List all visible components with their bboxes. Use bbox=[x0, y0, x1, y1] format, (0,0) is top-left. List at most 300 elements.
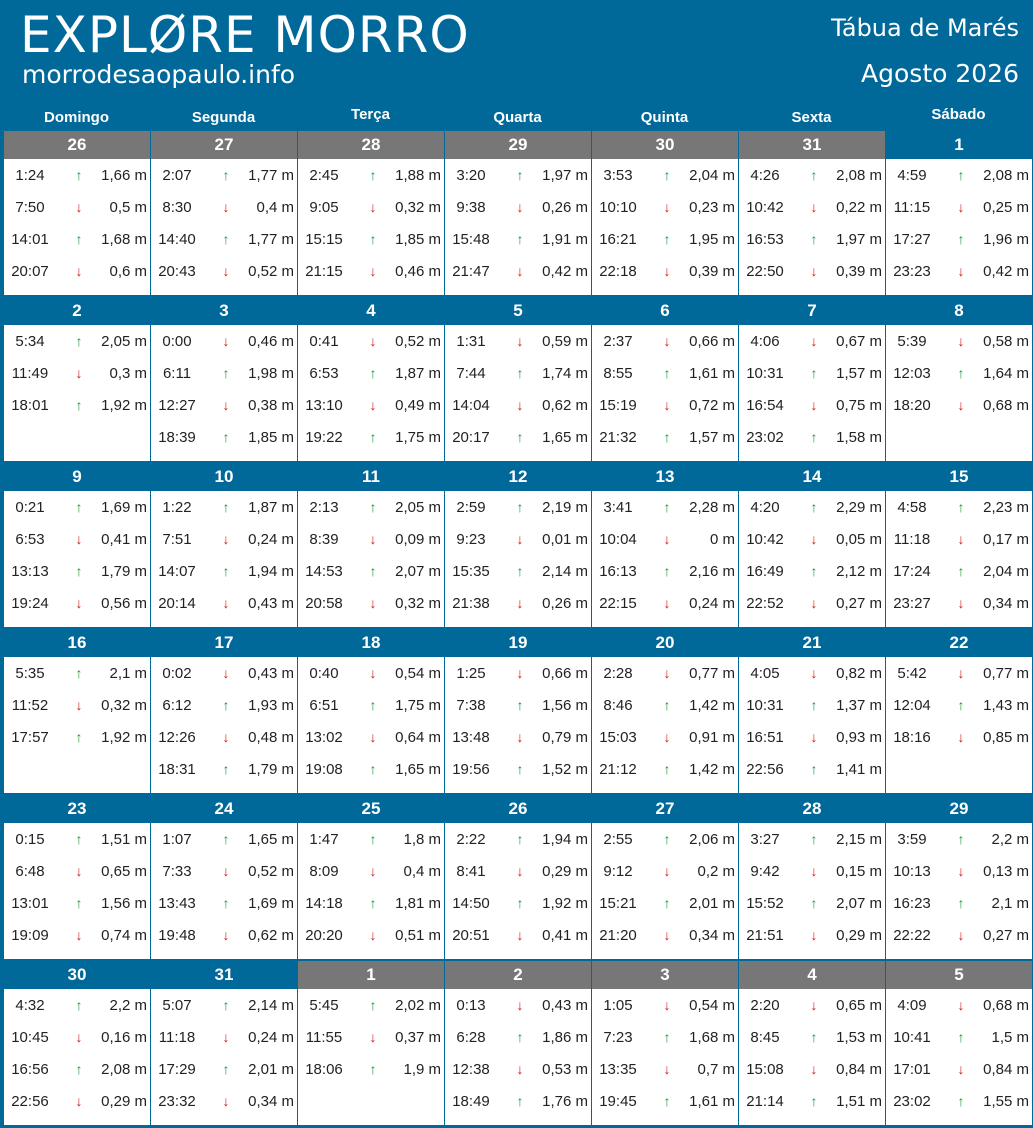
day-cell bbox=[739, 297, 885, 461]
arrow-up-icon: ↑ bbox=[75, 333, 83, 349]
arrow-up-icon: ↑ bbox=[222, 1061, 230, 1077]
tide-entry bbox=[151, 389, 297, 421]
tide-height: 1,56 m bbox=[542, 697, 588, 714]
arrow-down-icon: ↓ bbox=[369, 531, 377, 547]
day-number: 2 bbox=[4, 297, 150, 325]
tide-height: 1,43 m bbox=[983, 697, 1029, 714]
tide-time: 21:32 bbox=[599, 429, 637, 446]
tide-time: 1:25 bbox=[456, 665, 486, 682]
tide-entry bbox=[4, 555, 150, 587]
tide-height: 1,51 m bbox=[836, 1093, 882, 1110]
tide-height: 2,07 m bbox=[395, 563, 441, 580]
day-cell bbox=[592, 629, 738, 793]
tide-time: 2:45 bbox=[309, 167, 339, 184]
arrow-down-icon: ↓ bbox=[369, 665, 377, 681]
day-number: 29 bbox=[445, 131, 591, 159]
tide-entry bbox=[886, 887, 1032, 919]
tide-time: 17:57 bbox=[11, 729, 49, 746]
tide-height: 1,57 m bbox=[836, 365, 882, 382]
day-number: 31 bbox=[151, 961, 297, 989]
tide-entry bbox=[298, 1021, 444, 1053]
tide-time: 17:29 bbox=[158, 1061, 196, 1078]
tide-entry bbox=[886, 989, 1032, 1021]
arrow-down-icon: ↓ bbox=[222, 595, 230, 611]
arrow-down-icon: ↓ bbox=[75, 863, 83, 879]
tide-entry bbox=[298, 159, 444, 191]
tide-height: 1,85 m bbox=[395, 231, 441, 248]
tide-height: 0,17 m bbox=[983, 531, 1029, 548]
tide-height: 2,16 m bbox=[689, 563, 735, 580]
arrow-down-icon: ↓ bbox=[957, 729, 965, 745]
day-cell bbox=[739, 463, 885, 627]
tide-time: 18:39 bbox=[158, 429, 196, 446]
arrow-down-icon: ↓ bbox=[516, 333, 524, 349]
tide-entry bbox=[886, 357, 1032, 389]
column-divider bbox=[297, 297, 298, 461]
column-divider bbox=[150, 961, 151, 1125]
tide-height: 0,24 m bbox=[689, 595, 735, 612]
tide-height: 1,97 m bbox=[542, 167, 588, 184]
arrow-up-icon: ↑ bbox=[75, 1061, 83, 1077]
tide-entry bbox=[151, 689, 297, 721]
tide-height: 0,64 m bbox=[395, 729, 441, 746]
tide-time: 21:51 bbox=[746, 927, 784, 944]
tide-time: 15:03 bbox=[599, 729, 637, 746]
tide-entry bbox=[298, 855, 444, 887]
arrow-down-icon: ↓ bbox=[75, 1093, 83, 1109]
tide-height: 1,86 m bbox=[542, 1029, 588, 1046]
tide-entry bbox=[445, 191, 591, 223]
day-cell bbox=[445, 795, 591, 959]
tide-time: 1:07 bbox=[162, 831, 192, 848]
tide-entry bbox=[445, 587, 591, 619]
tide-entry bbox=[592, 989, 738, 1021]
arrow-up-icon: ↑ bbox=[810, 563, 818, 579]
tide-time: 0:02 bbox=[162, 665, 192, 682]
tide-height: 1,76 m bbox=[542, 1093, 588, 1110]
tide-entry bbox=[739, 989, 885, 1021]
tide-height: 0,27 m bbox=[836, 595, 882, 612]
arrow-up-icon: ↑ bbox=[663, 429, 671, 445]
column-divider bbox=[150, 463, 151, 627]
tide-height: 1,88 m bbox=[395, 167, 441, 184]
arrow-up-icon: ↑ bbox=[516, 697, 524, 713]
tide-entry bbox=[4, 721, 150, 753]
day-number: 28 bbox=[739, 795, 885, 823]
tide-entry bbox=[298, 223, 444, 255]
tide-time: 4:58 bbox=[897, 499, 927, 516]
arrow-up-icon: ↑ bbox=[810, 231, 818, 247]
tide-height: 0,48 m bbox=[248, 729, 294, 746]
tide-time: 12:04 bbox=[893, 697, 931, 714]
tide-height: 0,66 m bbox=[689, 333, 735, 350]
tide-entry bbox=[592, 523, 738, 555]
tide-time: 1:24 bbox=[15, 167, 45, 184]
tide-height: 0 m bbox=[709, 531, 735, 548]
tide-time: 7:50 bbox=[15, 199, 45, 216]
arrow-up-icon: ↑ bbox=[516, 429, 524, 445]
arrow-down-icon: ↓ bbox=[516, 595, 524, 611]
tide-entry bbox=[151, 1021, 297, 1053]
tide-entry bbox=[445, 887, 591, 919]
tide-entry bbox=[886, 191, 1032, 223]
tide-entry bbox=[445, 421, 591, 453]
tide-height: 0,32 m bbox=[395, 595, 441, 612]
tide-height: 0,43 m bbox=[248, 665, 294, 682]
tide-time: 21:38 bbox=[452, 595, 490, 612]
day-number: 29 bbox=[886, 795, 1032, 823]
tide-height: 0,49 m bbox=[395, 397, 441, 414]
day-cell bbox=[592, 961, 738, 1125]
tide-height: 2,08 m bbox=[836, 167, 882, 184]
tide-time: 3:20 bbox=[456, 167, 486, 184]
tide-height: 0,6 m bbox=[109, 263, 147, 280]
brand-logo: EXPLØRE MORRO bbox=[20, 6, 470, 64]
column-divider bbox=[591, 629, 592, 793]
tide-entry bbox=[886, 855, 1032, 887]
arrow-down-icon: ↓ bbox=[516, 927, 524, 943]
arrow-up-icon: ↑ bbox=[369, 761, 377, 777]
arrow-up-icon: ↑ bbox=[957, 563, 965, 579]
arrow-down-icon: ↓ bbox=[810, 595, 818, 611]
tide-height: 0,58 m bbox=[983, 333, 1029, 350]
tide-time: 0:15 bbox=[15, 831, 45, 848]
tide-time: 18:20 bbox=[893, 397, 931, 414]
arrow-up-icon: ↑ bbox=[75, 563, 83, 579]
day-cell bbox=[298, 131, 444, 295]
tide-height: 1,91 m bbox=[542, 231, 588, 248]
tide-time: 0:21 bbox=[15, 499, 45, 516]
day-cell bbox=[298, 629, 444, 793]
day-cell bbox=[739, 961, 885, 1125]
tide-time: 1:05 bbox=[603, 997, 633, 1014]
day-number: 21 bbox=[739, 629, 885, 657]
day-number: 27 bbox=[151, 131, 297, 159]
tide-entry bbox=[886, 919, 1032, 951]
tide-time: 13:10 bbox=[305, 397, 343, 414]
tide-entry bbox=[4, 919, 150, 951]
day-cell bbox=[151, 961, 297, 1125]
tide-height: 1,94 m bbox=[542, 831, 588, 848]
tide-time: 18:16 bbox=[893, 729, 931, 746]
arrow-down-icon: ↓ bbox=[369, 927, 377, 943]
arrow-up-icon: ↑ bbox=[516, 1093, 524, 1109]
tide-entry bbox=[886, 255, 1032, 287]
arrow-down-icon: ↓ bbox=[810, 927, 818, 943]
tide-time: 14:50 bbox=[452, 895, 490, 912]
tide-entry bbox=[445, 753, 591, 785]
tide-entry bbox=[445, 223, 591, 255]
arrow-down-icon: ↓ bbox=[75, 263, 83, 279]
tide-time: 4:20 bbox=[750, 499, 780, 516]
tide-entry bbox=[592, 491, 738, 523]
tide-time: 21:12 bbox=[599, 761, 637, 778]
day-number: 31 bbox=[739, 131, 885, 159]
tide-height: 1,65 m bbox=[248, 831, 294, 848]
tide-time: 19:09 bbox=[11, 927, 49, 944]
tide-entry bbox=[151, 555, 297, 587]
tide-entry bbox=[151, 721, 297, 753]
tide-height: 0,37 m bbox=[395, 1029, 441, 1046]
tide-time: 22:15 bbox=[599, 595, 637, 612]
tide-height: 2,1 m bbox=[109, 665, 147, 682]
arrow-down-icon: ↓ bbox=[516, 997, 524, 1013]
arrow-up-icon: ↑ bbox=[810, 761, 818, 777]
tide-time: 12:38 bbox=[452, 1061, 490, 1078]
tide-time: 7:44 bbox=[456, 365, 486, 382]
tide-time: 2:59 bbox=[456, 499, 486, 516]
tide-height: 2,06 m bbox=[689, 831, 735, 848]
tide-entry bbox=[592, 919, 738, 951]
tide-height: 1,52 m bbox=[542, 761, 588, 778]
tide-entry bbox=[886, 389, 1032, 421]
day-number: 23 bbox=[4, 795, 150, 823]
tide-height: 0,43 m bbox=[542, 997, 588, 1014]
tide-entry bbox=[445, 255, 591, 287]
tide-time: 14:53 bbox=[305, 563, 343, 580]
arrow-up-icon: ↑ bbox=[810, 499, 818, 515]
tide-entry bbox=[151, 1053, 297, 1085]
arrow-down-icon: ↓ bbox=[369, 1029, 377, 1045]
tide-time: 15:08 bbox=[746, 1061, 784, 1078]
arrow-up-icon: ↑ bbox=[663, 1029, 671, 1045]
tide-time: 11:15 bbox=[893, 199, 931, 216]
tide-entry bbox=[298, 657, 444, 689]
arrow-down-icon: ↓ bbox=[222, 263, 230, 279]
tide-entry bbox=[739, 1085, 885, 1117]
tide-height: 0,84 m bbox=[836, 1061, 882, 1078]
tide-time: 7:33 bbox=[162, 863, 192, 880]
tide-height: 1,42 m bbox=[689, 761, 735, 778]
day-cell bbox=[4, 795, 150, 959]
tide-height: 2,29 m bbox=[836, 499, 882, 516]
tide-time: 10:10 bbox=[599, 199, 637, 216]
column-divider bbox=[885, 463, 886, 627]
arrow-down-icon: ↓ bbox=[516, 199, 524, 215]
tide-entry bbox=[445, 159, 591, 191]
tide-time: 17:24 bbox=[893, 563, 931, 580]
tide-entry bbox=[298, 721, 444, 753]
tide-entry bbox=[445, 1085, 591, 1117]
tide-time: 9:23 bbox=[456, 531, 486, 548]
tide-entry bbox=[592, 657, 738, 689]
tide-height: 1,5 m bbox=[991, 1029, 1029, 1046]
tide-entry bbox=[4, 357, 150, 389]
column-divider bbox=[297, 795, 298, 959]
day-cell bbox=[298, 297, 444, 461]
arrow-up-icon: ↑ bbox=[957, 499, 965, 515]
arrow-down-icon: ↓ bbox=[810, 397, 818, 413]
arrow-up-icon: ↑ bbox=[810, 1029, 818, 1045]
tide-entry bbox=[151, 325, 297, 357]
tide-entry bbox=[151, 191, 297, 223]
tide-entry bbox=[592, 325, 738, 357]
tide-height: 0,51 m bbox=[395, 927, 441, 944]
tide-entry bbox=[298, 255, 444, 287]
day-cell bbox=[886, 297, 1032, 461]
day-number: 12 bbox=[445, 463, 591, 491]
tide-time: 15:48 bbox=[452, 231, 490, 248]
tide-entry bbox=[886, 555, 1032, 587]
tide-height: 2,14 m bbox=[248, 997, 294, 1014]
tide-entry bbox=[592, 823, 738, 855]
tide-height: 1,57 m bbox=[689, 429, 735, 446]
tide-entry bbox=[298, 689, 444, 721]
arrow-up-icon: ↑ bbox=[222, 831, 230, 847]
arrow-up-icon: ↑ bbox=[222, 563, 230, 579]
day-number: 18 bbox=[298, 629, 444, 657]
tide-entry bbox=[592, 389, 738, 421]
tide-time: 21:20 bbox=[599, 927, 637, 944]
tide-time: 0:41 bbox=[309, 333, 339, 350]
tide-height: 1,85 m bbox=[248, 429, 294, 446]
tide-time: 22:52 bbox=[746, 595, 784, 612]
arrow-up-icon: ↑ bbox=[663, 365, 671, 381]
day-number: 3 bbox=[151, 297, 297, 325]
day-cell bbox=[4, 297, 150, 461]
tide-time: 22:56 bbox=[11, 1093, 49, 1110]
tide-entry bbox=[592, 357, 738, 389]
day-cell bbox=[151, 629, 297, 793]
tide-height: 2,01 m bbox=[248, 1061, 294, 1078]
day-cell bbox=[592, 795, 738, 959]
tide-height: 0,65 m bbox=[836, 997, 882, 1014]
tide-height: 1,98 m bbox=[248, 365, 294, 382]
arrow-up-icon: ↑ bbox=[222, 895, 230, 911]
tide-entry bbox=[445, 855, 591, 887]
tide-time: 11:49 bbox=[11, 365, 49, 382]
tide-entry bbox=[151, 587, 297, 619]
day-number: 24 bbox=[151, 795, 297, 823]
arrow-down-icon: ↓ bbox=[663, 1061, 671, 1077]
tide-height: 0,85 m bbox=[983, 729, 1029, 746]
tide-entry bbox=[445, 491, 591, 523]
arrow-down-icon: ↓ bbox=[957, 595, 965, 611]
tide-height: 0,01 m bbox=[542, 531, 588, 548]
tide-time: 2:28 bbox=[603, 665, 633, 682]
tide-entry bbox=[592, 855, 738, 887]
tide-height: 1,96 m bbox=[983, 231, 1029, 248]
tide-height: 1,68 m bbox=[101, 231, 147, 248]
tide-time: 20:58 bbox=[305, 595, 343, 612]
day-cell bbox=[4, 629, 150, 793]
tide-entry bbox=[151, 657, 297, 689]
tide-height: 2,2 m bbox=[109, 997, 147, 1014]
tide-time: 10:42 bbox=[746, 199, 784, 216]
tide-height: 1,79 m bbox=[101, 563, 147, 580]
tide-time: 16:23 bbox=[893, 895, 931, 912]
tide-entry bbox=[151, 989, 297, 1021]
column-divider bbox=[738, 131, 739, 295]
tide-height: 0,56 m bbox=[101, 595, 147, 612]
tide-entry bbox=[298, 587, 444, 619]
tide-entry bbox=[739, 421, 885, 453]
arrow-up-icon: ↑ bbox=[75, 997, 83, 1013]
arrow-down-icon: ↓ bbox=[957, 665, 965, 681]
weekday-label: Domingo bbox=[44, 109, 109, 126]
tide-time: 9:42 bbox=[750, 863, 780, 880]
tide-height: 1,75 m bbox=[395, 429, 441, 446]
tide-entry bbox=[886, 823, 1032, 855]
day-cell bbox=[151, 131, 297, 295]
arrow-down-icon: ↓ bbox=[222, 531, 230, 547]
tide-entry bbox=[151, 255, 297, 287]
arrow-up-icon: ↑ bbox=[75, 167, 83, 183]
arrow-up-icon: ↑ bbox=[957, 697, 965, 713]
arrow-up-icon: ↑ bbox=[222, 365, 230, 381]
tide-time: 2:20 bbox=[750, 997, 780, 1014]
tide-time: 4:32 bbox=[15, 997, 45, 1014]
tide-entry bbox=[4, 587, 150, 619]
tide-time: 5:42 bbox=[897, 665, 927, 682]
arrow-down-icon: ↓ bbox=[663, 927, 671, 943]
tide-entry bbox=[4, 1085, 150, 1117]
tide-time: 4:26 bbox=[750, 167, 780, 184]
tide-entry bbox=[298, 919, 444, 951]
tide-height: 0,27 m bbox=[983, 927, 1029, 944]
day-cell bbox=[886, 463, 1032, 627]
day-cell bbox=[298, 795, 444, 959]
arrow-up-icon: ↑ bbox=[516, 1029, 524, 1045]
tide-time: 5:45 bbox=[309, 997, 339, 1014]
tide-entry bbox=[445, 523, 591, 555]
weekday-label: Quarta bbox=[493, 109, 542, 126]
arrow-up-icon: ↑ bbox=[369, 365, 377, 381]
day-number: 11 bbox=[298, 463, 444, 491]
arrow-up-icon: ↑ bbox=[957, 831, 965, 847]
arrow-down-icon: ↓ bbox=[369, 595, 377, 611]
column-divider bbox=[591, 297, 592, 461]
tide-entry bbox=[4, 325, 150, 357]
tide-time: 2:37 bbox=[603, 333, 633, 350]
tide-entry bbox=[886, 1021, 1032, 1053]
tide-time: 12:27 bbox=[158, 397, 196, 414]
arrow-up-icon: ↑ bbox=[516, 895, 524, 911]
day-cell bbox=[886, 131, 1032, 295]
arrow-up-icon: ↑ bbox=[957, 1029, 965, 1045]
tide-time: 19:24 bbox=[11, 595, 49, 612]
tide-height: 0,93 m bbox=[836, 729, 882, 746]
tide-height: 1,74 m bbox=[542, 365, 588, 382]
tide-entry bbox=[739, 523, 885, 555]
column-divider bbox=[885, 795, 886, 959]
arrow-up-icon: ↑ bbox=[369, 231, 377, 247]
tide-time: 0:40 bbox=[309, 665, 339, 682]
tide-entry bbox=[592, 887, 738, 919]
tide-time: 17:01 bbox=[893, 1061, 931, 1078]
tide-height: 2,2 m bbox=[991, 831, 1029, 848]
tide-height: 0,43 m bbox=[248, 595, 294, 612]
tide-entry bbox=[592, 721, 738, 753]
tide-height: 0,54 m bbox=[689, 997, 735, 1014]
arrow-down-icon: ↓ bbox=[369, 729, 377, 745]
tide-entry bbox=[592, 555, 738, 587]
arrow-up-icon: ↑ bbox=[663, 499, 671, 515]
arrow-up-icon: ↑ bbox=[810, 895, 818, 911]
tide-time: 5:34 bbox=[15, 333, 45, 350]
tide-time: 4:09 bbox=[897, 997, 927, 1014]
tide-time: 6:53 bbox=[15, 531, 45, 548]
tide-time: 11:52 bbox=[11, 697, 49, 714]
tide-height: 0,09 m bbox=[395, 531, 441, 548]
arrow-up-icon: ↑ bbox=[516, 167, 524, 183]
tide-time: 12:03 bbox=[893, 365, 931, 382]
tide-height: 0,38 m bbox=[248, 397, 294, 414]
tide-height: 0,77 m bbox=[689, 665, 735, 682]
day-number: 30 bbox=[592, 131, 738, 159]
tide-time: 21:14 bbox=[746, 1093, 784, 1110]
arrow-down-icon: ↓ bbox=[957, 997, 965, 1013]
